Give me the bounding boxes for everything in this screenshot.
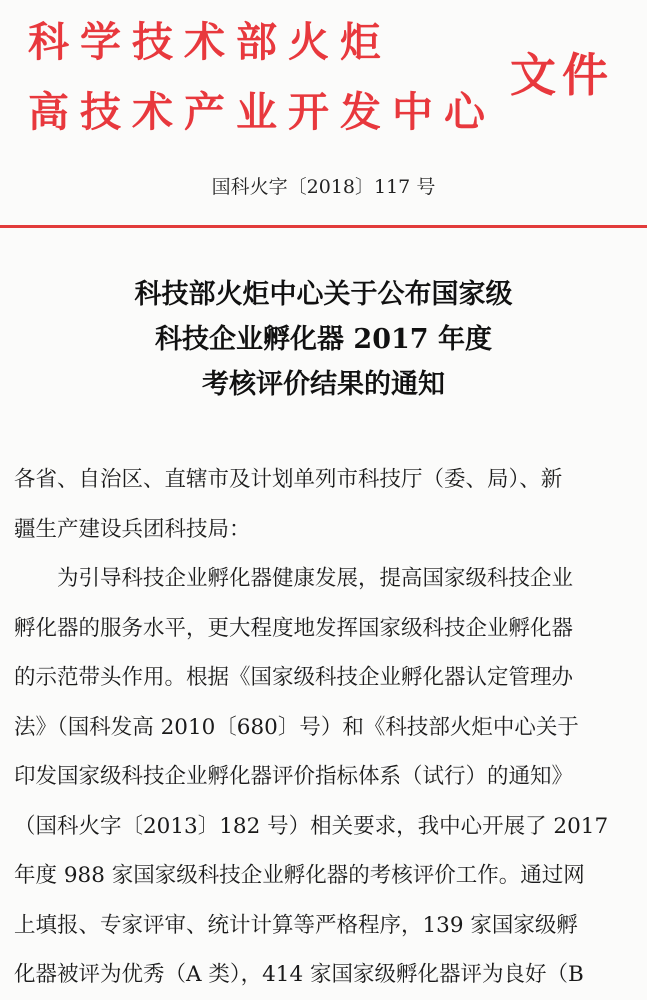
red-header-rule: [0, 225, 647, 228]
body-line-7: 印发国家级科技企业孵化器评价指标体系（试行）的通知》: [14, 764, 574, 789]
notice-body: [14, 455, 642, 1000]
document-word: 文件: [510, 48, 614, 102]
body-line-1: 各省、自治区、直辖市及计划单列市科技厅（委、局）、新: [14, 467, 563, 492]
issuer-name-line-2: 高技术产业开发中心: [28, 88, 496, 136]
title-line-2: 科技企业孵化器 2017 年度: [155, 324, 492, 355]
body-line-5: 的示范带头作用。根据《国家级科技企业孵化器认定管理办: [14, 665, 574, 690]
title-line-3: 考核评价结果的通知: [202, 369, 445, 400]
document-number: 国科火字〔2018〕117 号: [211, 176, 436, 198]
body-line-6: 法》（国科发高 2010〔680〕号）和《科技部火炬中心关于: [14, 714, 579, 740]
title-line-1: 科技部火炬中心关于公布国家级: [134, 279, 513, 310]
body-line-3: 为引导科技企业孵化器健康发展，提高国家级科技企业: [14, 566, 574, 591]
notice-title: [0, 272, 647, 407]
document-header: [0, 0, 647, 230]
body-line-11: 化器被评为优秀（A 类），414 家国家级孵化器评为良好（B: [14, 962, 584, 987]
body-line-4: 孵化器的服务水平，更大程度地发挥国家级科技企业孵化器: [14, 615, 574, 641]
body-line-2: 疆生产建设兵团科技局：: [14, 516, 251, 542]
body-line-9: 年度 988 家国家级科技企业孵化器的考核评价工作。通过网: [14, 863, 585, 888]
issuer-name-line-1: 科学技术部火炬: [28, 18, 392, 66]
body-line-10: 上填报、专家评审、统计计算等严格程序，139 家国家级孵: [14, 912, 578, 938]
body-line-8: （国科火字〔2013〕182 号）相关要求，我中心开展了 2017: [14, 813, 609, 839]
